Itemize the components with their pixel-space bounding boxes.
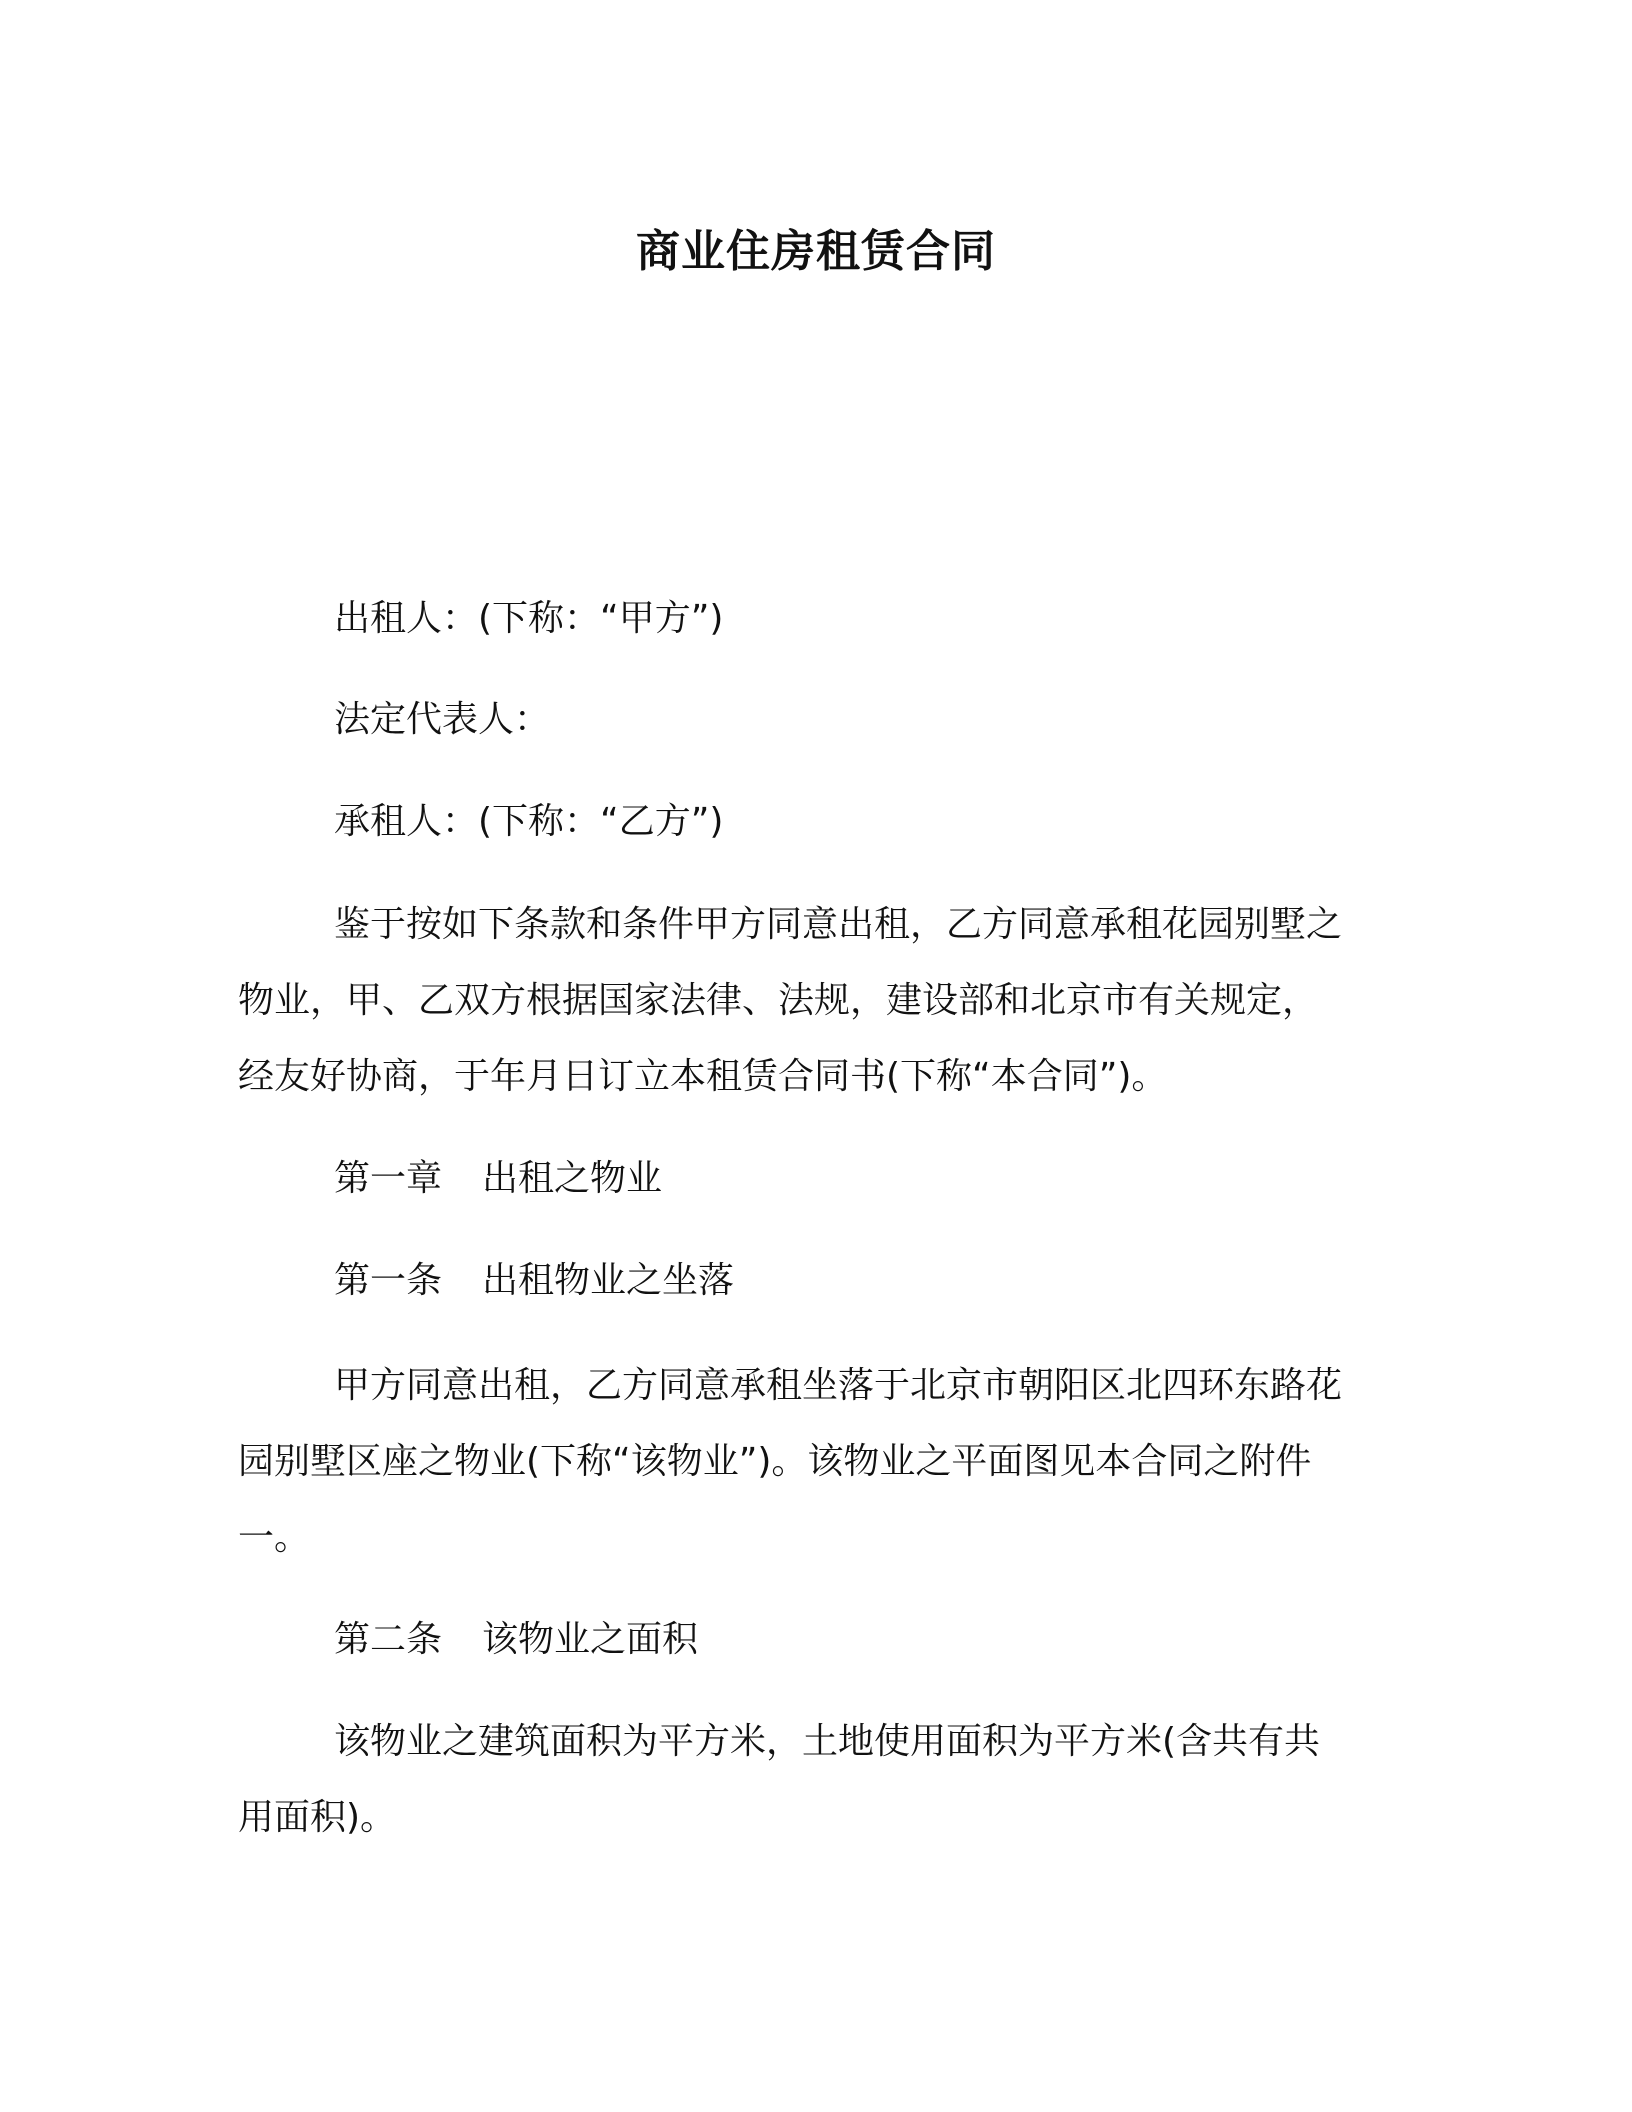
chapter-1-title: 出租之物业 <box>482 1158 663 1199</box>
lessee-line: 承租人：(下称：“乙方”) <box>334 801 724 842</box>
article-2-heading <box>334 1615 698 1665</box>
article-1-number: 第一条 <box>334 1260 443 1301</box>
preamble-line-3: 经友好协商，于年月日订立本租赁合同书(下称“本合同”)。 <box>238 1056 1168 1097</box>
article-2-body-line-1: 该物业之建筑面积为平方米，土地使用面积为平方米(含共有共 <box>334 1721 1321 1762</box>
chapter-1-number: 第一章 <box>334 1158 443 1199</box>
article-2-number: 第二条 <box>334 1619 443 1660</box>
legal-representative-line: 法定代表人： <box>334 699 551 740</box>
preamble-line-2: 物业，甲、乙双方根据国家法律、法规，建设部和北京市有关规定， <box>238 980 1319 1021</box>
article-1-body-line-2: 园别墅区座之物业(下称“该物业”)。该物业之平面图见本合同之附件 <box>238 1441 1312 1482</box>
chapter-1-heading <box>334 1154 662 1204</box>
preamble-line-1: 鉴于按如下条款和条件甲方同意出租，乙方同意承租花园别墅之 <box>334 904 1343 945</box>
document-title: 商业住房租赁合同 <box>636 226 996 277</box>
article-2-title: 该物业之面积 <box>482 1619 699 1660</box>
lessor-line: 出租人：(下称：“甲方”) <box>334 598 724 639</box>
article-2-body-line-2: 用面积)。 <box>238 1797 397 1838</box>
article-1-title: 出租物业之坐落 <box>482 1260 735 1301</box>
article-1-body-line-3: 一。 <box>238 1517 311 1558</box>
article-1-heading <box>334 1256 734 1306</box>
article-1-body-line-1: 甲方同意出租，乙方同意承租坐落于北京市朝阳区北四环东路花 <box>334 1365 1343 1406</box>
